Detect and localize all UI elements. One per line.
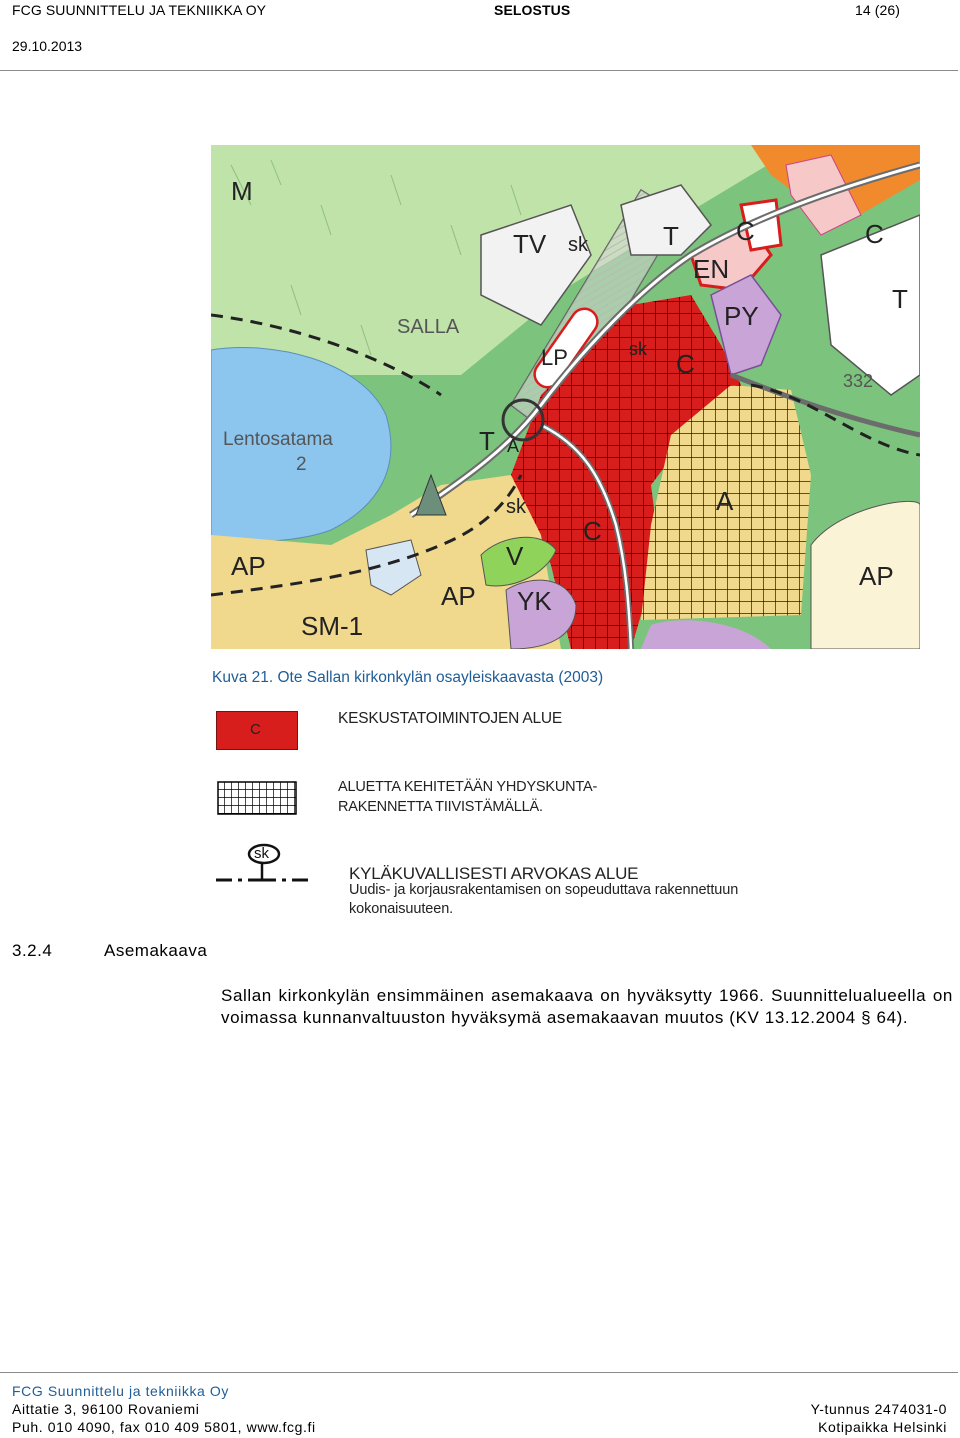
map-label: PY <box>724 301 759 331</box>
map-label: C <box>736 216 755 246</box>
map-label: AP <box>231 551 266 581</box>
legend-centre-label: KESKUSTATOIMINTOJEN ALUE <box>338 710 563 727</box>
legend-densify-line1: ALUETTA KEHITETÄÄN YHDYSKUNTA- <box>338 779 598 795</box>
map-label: TV <box>513 229 547 259</box>
map-label: sk <box>629 339 647 359</box>
map-label: EN <box>693 254 730 284</box>
map-label: C <box>865 219 884 249</box>
master-plan-map <box>211 145 920 649</box>
legend-village-title: KYLÄKUVALLISESTI ARVOKAS ALUE <box>349 864 639 883</box>
map-label: 332 <box>843 371 874 391</box>
legend-densify-label <box>338 777 597 817</box>
map-label: C <box>583 516 602 546</box>
map-label: 2 <box>296 454 307 475</box>
map-label: sk <box>568 234 588 256</box>
map-label: V <box>506 541 524 571</box>
legend-village-desc-line1: Uudis- ja korjausrakentamisen on sopeuduttava rakennettuun <box>349 882 739 898</box>
map-label: T <box>479 426 495 456</box>
legend-densify-line2: RAKENNETTA TIIVISTÄMÄLLÄ. <box>338 799 543 815</box>
map-label: AP <box>441 581 476 611</box>
map-label: SM-1 <box>301 611 364 641</box>
footer-domicile: Kotipaikka Helsinki <box>818 1419 947 1435</box>
map-label: A <box>716 486 734 516</box>
footer-business-id: Y-tunnus 2474031-0 <box>810 1401 947 1417</box>
header-doc-title: SELOSTUS <box>494 2 571 18</box>
header-company: FCG SUUNNITTELU JA TEKNIIKKA OY <box>12 2 267 18</box>
map-label: M <box>231 176 253 206</box>
legend-centre-symbol: C <box>250 721 261 738</box>
section-number: 3.2.4 <box>12 941 53 960</box>
section-body: Sallan kirkonkylän ensimmäinen asemakaava on hyväksytty 1966. Suunnittelualueella on voimassa kunnanvaltuuston hyväksymä asemakaavan muutos (KV 13.12.2004 § 64). <box>221 986 953 1027</box>
map-label: YK <box>517 586 552 616</box>
map-label: AP <box>859 561 894 591</box>
map-label: C <box>676 349 695 379</box>
footer-company: FCG Suunnittelu ja tekniikka Oy <box>12 1383 230 1399</box>
footer-address: Aittatie 3, 96100 Rovaniemi <box>12 1401 200 1417</box>
legend-village-desc-line2: kokonaisuuteen. <box>349 901 454 917</box>
footer-divider <box>0 1372 958 1373</box>
map-label: T <box>892 284 908 314</box>
header-date: 29.10.2013 <box>12 38 83 54</box>
map-label: A <box>507 436 520 456</box>
legend-grid-swatch <box>217 781 297 815</box>
legend-village-description <box>349 881 869 919</box>
header-page-number: 14 (26) <box>855 2 901 18</box>
legend-village-symbol-text: sk <box>254 845 269 862</box>
footer-contact: Puh. 010 4090, fax 010 409 5801, www.fcg.fi <box>12 1419 316 1435</box>
section-title: Asemakaava <box>104 941 208 960</box>
map-label: LP <box>541 345 568 370</box>
map-label: Lentosatama <box>223 429 333 450</box>
figure-caption: Kuva 21. Ote Sallan kirkonkylän osayleiskaavasta (2003) <box>212 669 604 686</box>
map-label: SALLA <box>397 316 460 338</box>
map-label: T <box>663 221 679 251</box>
header-divider <box>0 70 958 71</box>
map-label: sk <box>506 496 526 518</box>
